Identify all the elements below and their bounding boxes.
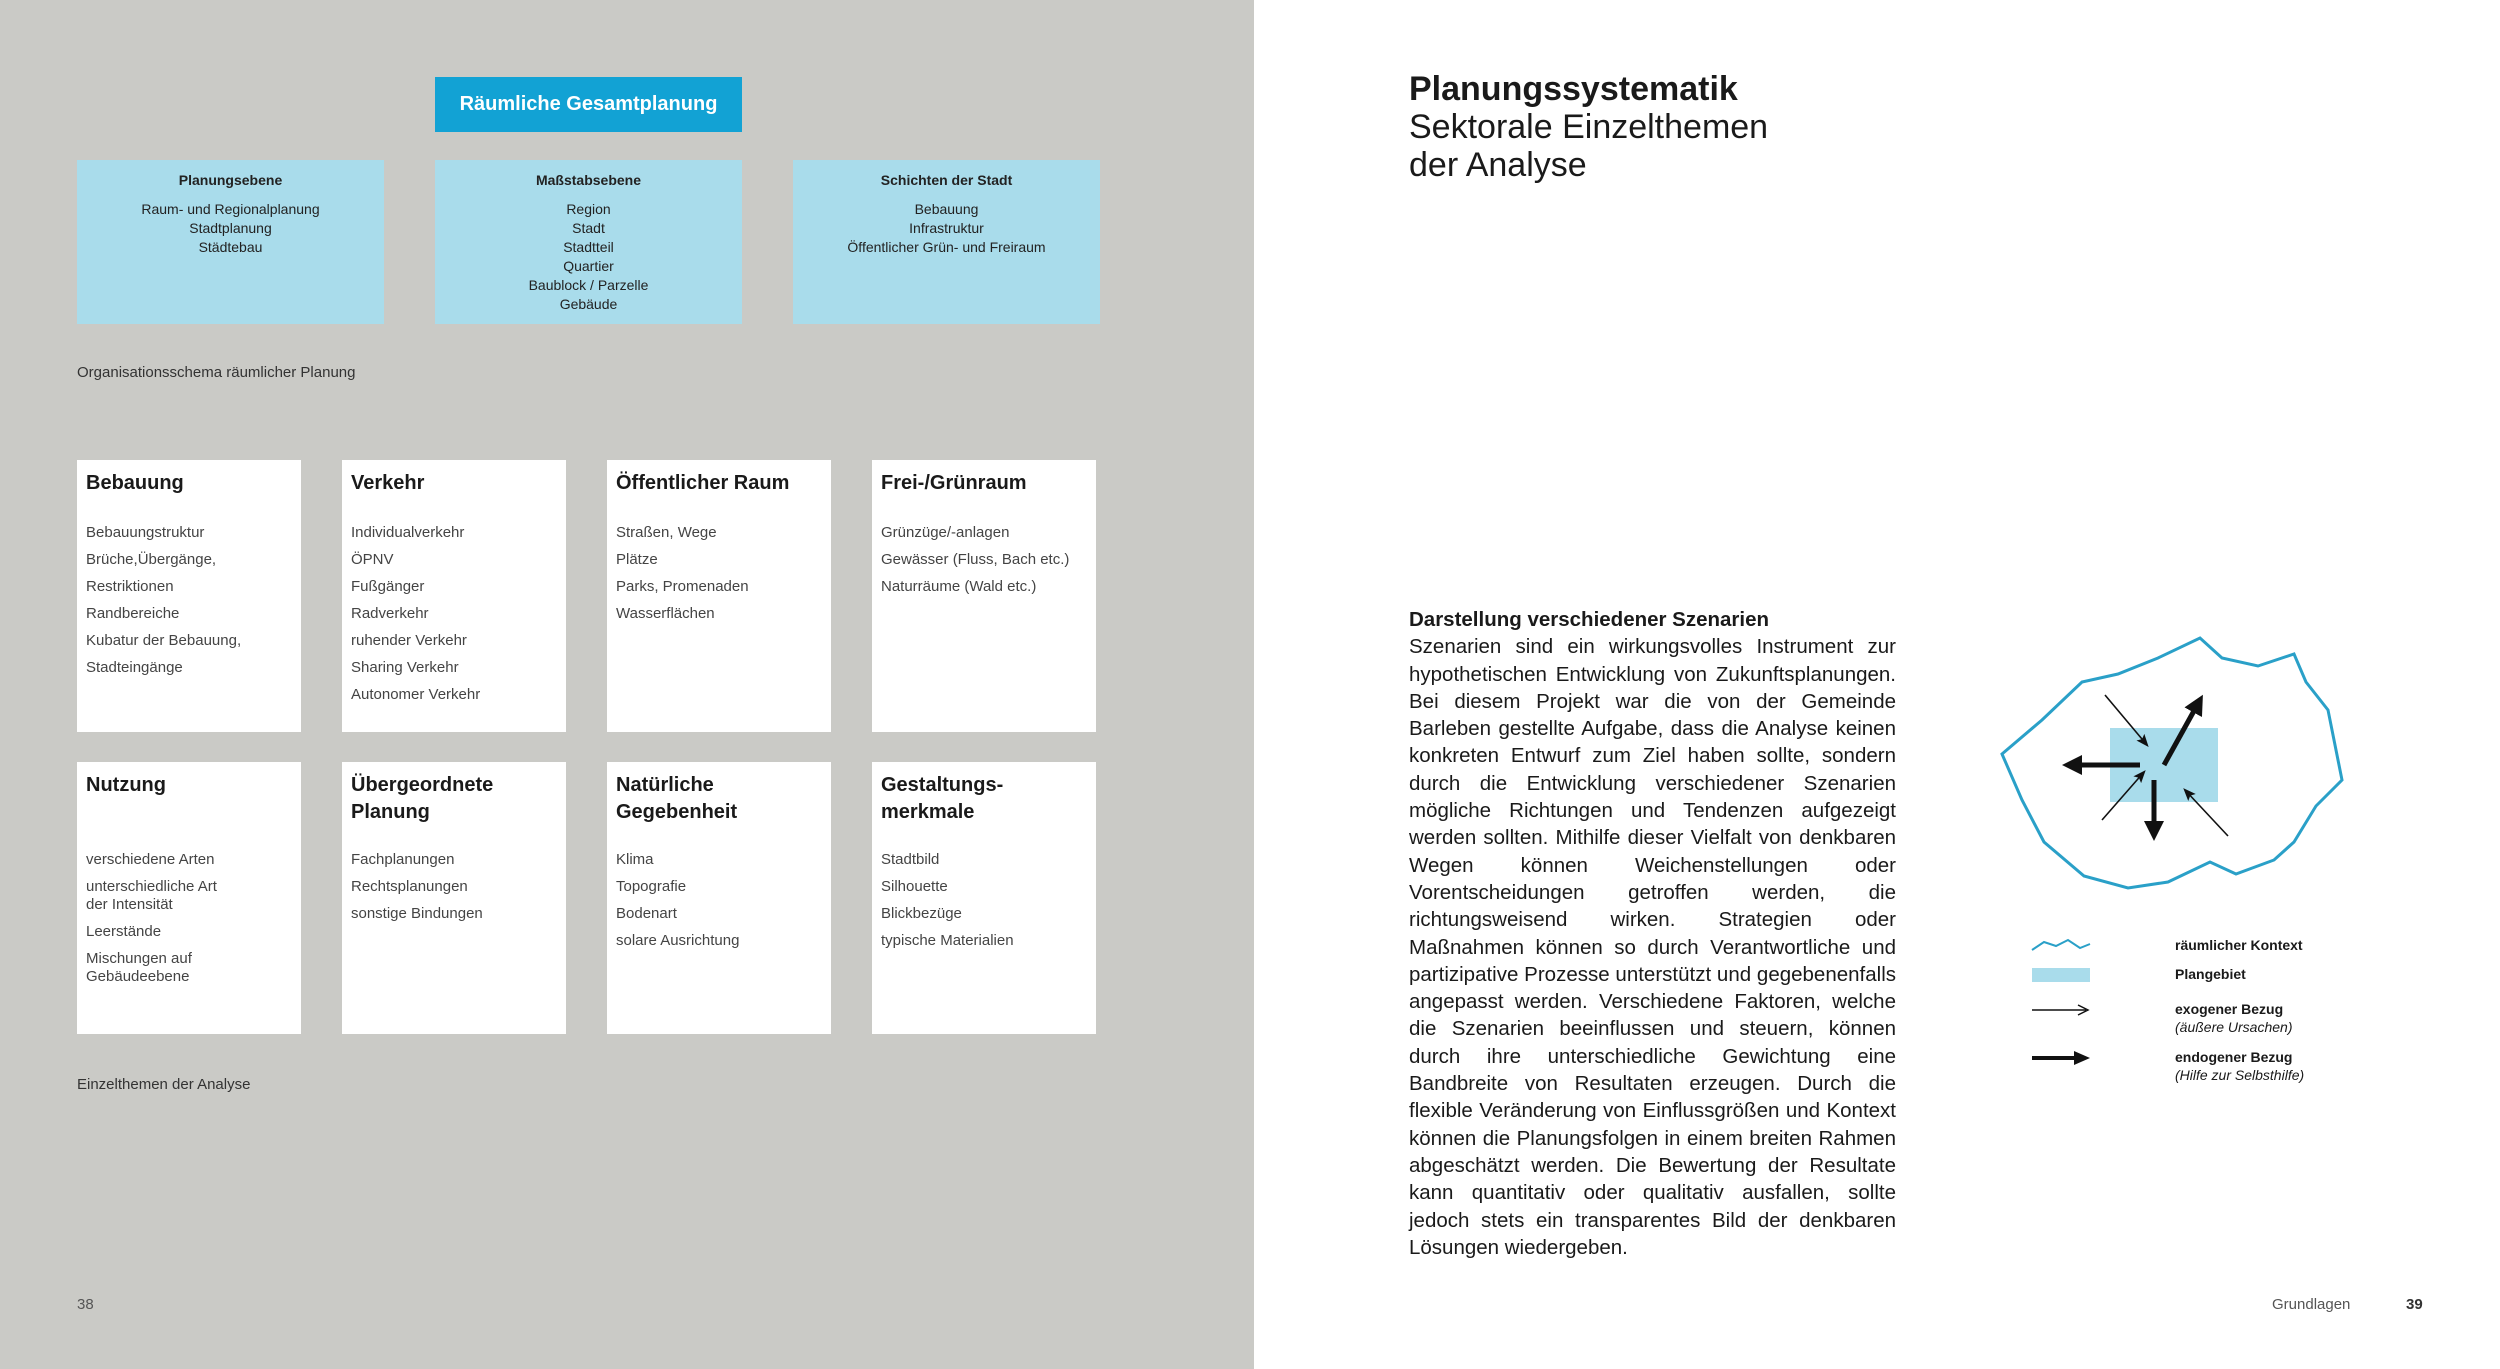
card-nutzung: [77, 762, 301, 1034]
card-natuerliche-gegebenheit: [607, 762, 831, 1034]
caption-einzelthemen: Einzelthemen der Analyse: [77, 1076, 251, 1093]
card-item: ÖPNV: [351, 551, 394, 568]
schichten-der-stadt-box: [793, 160, 1100, 324]
subtitle-line: der Analyse: [1409, 146, 1587, 184]
legend-exogener-bezug: [2030, 1000, 2293, 1036]
card-item: Autonomer Verkehr: [351, 686, 481, 703]
card-item: solare Ausrichtung: [616, 932, 740, 949]
thick-arrow-icon: [2030, 1048, 2092, 1068]
box-title: Schichten der Stadt: [880, 172, 1013, 188]
box-item: Bebauung: [914, 201, 979, 217]
card-title: Übergeordnete Planung: [351, 774, 494, 823]
box-item: Region: [566, 201, 611, 217]
box-item: Quartier: [563, 258, 614, 274]
card-item: Leerstände: [86, 923, 162, 940]
card-title: Gestaltungs-merkmale: [881, 774, 1004, 823]
card-item: ruhender Verkehr: [351, 632, 467, 649]
card-item: verschiedene Arten: [86, 851, 215, 868]
body-heading: Darstellung verschiedener Szenarien: [1409, 608, 1770, 631]
box-item: Stadt: [572, 220, 605, 236]
card-item: Parks, Promenaden: [616, 578, 749, 595]
card-title: Nutzung: [86, 774, 166, 796]
card-item: Silhouette: [881, 878, 948, 895]
card-oeffentlicher-raum: [607, 460, 831, 732]
page-subtitle: [1409, 108, 1768, 184]
page-number-right: 39: [2406, 1296, 2423, 1313]
page-number-left: 38: [77, 1296, 94, 1313]
box-title: Maßstabsebene: [535, 172, 642, 188]
card-item: Stadteingänge: [86, 659, 183, 676]
card-item: Plätze: [616, 551, 658, 568]
card-item: Naturräume (Wald etc.): [881, 578, 1037, 595]
thin-arrow-icon: [2030, 1000, 2092, 1020]
footer-section: Grundlagen: [2272, 1296, 2351, 1313]
card-item: Restriktionen: [86, 578, 174, 595]
card-item: Brüche,Übergänge,: [86, 551, 217, 568]
card-item: Wasserflächen: [616, 605, 715, 622]
card-frei-gruenraum: [872, 460, 1096, 732]
box-item: Gebäude: [559, 296, 618, 312]
legend-title: räumlicher Kontext: [2175, 937, 2303, 953]
box-item: Baublock / Parzelle: [528, 277, 649, 293]
card-item: Stadtbild: [881, 851, 940, 868]
box-item: Stadtteil: [563, 239, 614, 255]
card-item: Radverkehr: [351, 605, 429, 622]
card-item: Blickbezüge: [881, 905, 962, 922]
legend-raeumlicher-kontext: [2030, 936, 2303, 956]
card-item: Mischungen auf Gebäudeebene: [86, 950, 192, 985]
raeumliche-gesamtplanung-box: Räumliche Gesamtplanung: [435, 77, 742, 132]
body-paragraph: Szenarien sind ein wirkungsvolles Instrument zur hypothetischen Entwicklung von Zukunftsplanungen. Bei diesem Projekt war die von der Gemeinde Barleben gestellte Aufgabe, dass die Analyse keinen konkreten Entwurf zum Ziel haben sollte, sondern durch die Entwicklung verschiedener Szenarien mögliche Richtungen und Tendenzen aufgezeigt werden sollten. Mithilfe dieser Vielfalt von denkbaren Wegen können Weichenstellungen oder Vorentscheidungen getroffen werden, die richtungsweisend wirken. Strategien oder Maßnahmen können so durch Verantwortliche und partizipative Prozesse unterstützt und gegebenenfalls angepasst werden. Verschiedene Faktoren, welche die Szenarien beeinflussen und steuern, können durch ihre unterschiedliche Gewichtung eine Bandbreite von Resultaten erzeugen. Durch die flexible Veränderung von Einflussgrößen und Kontext können die Planungsfolgen in einem breiten Rahmen abgeschätzt werden. Die Bewertung der Resultate kann quantitativ oder qualitativ ausfallen, sollte jedoch stets ein transparentes Bild der denkbaren Lösungen wiedergeben.: [1409, 635, 1896, 1259]
card-item: unterschiedliche Art der Intensität: [86, 878, 217, 913]
card-item: Rechtsplanungen: [351, 878, 468, 895]
box-item: Städtebau: [198, 239, 263, 255]
legend-title: Plangebiet: [2175, 966, 2246, 982]
legend-plangebiet: [2030, 965, 2246, 985]
card-item: Randbereiche: [86, 605, 180, 622]
card-verkehr: [342, 460, 566, 732]
massstabsebene-box: [435, 160, 742, 324]
card-item: Topografie: [616, 878, 687, 895]
card-item: Individualverkehr: [351, 524, 465, 541]
card-title: Frei-/Grünraum: [881, 472, 1027, 494]
card-gestaltungsmerkmale: [872, 762, 1096, 1034]
caption-organisationsschema: Organisationsschema räumlicher Planung: [77, 364, 356, 381]
card-item: sonstige Bindungen: [351, 905, 483, 922]
page-title: Planungssystematik: [1409, 70, 1738, 108]
subtitle-line: Sektorale Einzelthemen: [1409, 108, 1769, 146]
context-line-icon: [2030, 936, 2092, 956]
scenario-diagram: [1990, 630, 2370, 910]
card-title: Verkehr: [351, 472, 425, 494]
card-item: Sharing Verkehr: [351, 659, 459, 676]
box-item: Raum- und Regionalplanung: [141, 201, 320, 217]
card-item: Bodenart: [616, 905, 677, 922]
legend-endogener-bezug: [2030, 1048, 2304, 1084]
box-item: Stadtplanung: [189, 220, 272, 236]
legend-title: exogener Bezug: [2175, 1001, 2284, 1017]
box-item: Infrastruktur: [909, 220, 984, 236]
planungsebene-box: [77, 160, 384, 324]
card-item: Bebauungstruktur: [86, 524, 205, 541]
legend-title: endogener Bezug: [2175, 1049, 2293, 1065]
card-bebauung: [77, 460, 301, 732]
legend-sub: (Hilfe zur Selbsthilfe): [2175, 1067, 2305, 1083]
legend-sub: (äußere Ursachen): [2175, 1019, 2293, 1035]
card-item: Kubatur der Bebauung,: [86, 632, 242, 649]
card-item: Klima: [616, 851, 654, 868]
card-item: Fachplanungen: [351, 851, 455, 868]
card-title: Natürliche Gegebenheit: [616, 774, 738, 823]
card-title: Bebauung: [86, 472, 184, 494]
card-item: Grünzüge/-anlagen: [881, 524, 1010, 541]
card-item: Fußgänger: [351, 578, 425, 595]
plangebiet-swatch-icon: [2030, 965, 2092, 985]
card-item: typische Materialien: [881, 932, 1014, 949]
body-text-block: [1409, 606, 1896, 1261]
card-title: Öffentlicher Raum: [616, 472, 790, 494]
card-uebergeordnete-planung: [342, 762, 566, 1034]
card-item: Straßen, Wege: [616, 524, 717, 541]
box-item: Öffentlicher Grün- und Freiraum: [847, 239, 1046, 255]
box-title: Planungsebene: [178, 172, 283, 188]
card-item: Gewässer (Fluss, Bach etc.): [881, 551, 1070, 568]
